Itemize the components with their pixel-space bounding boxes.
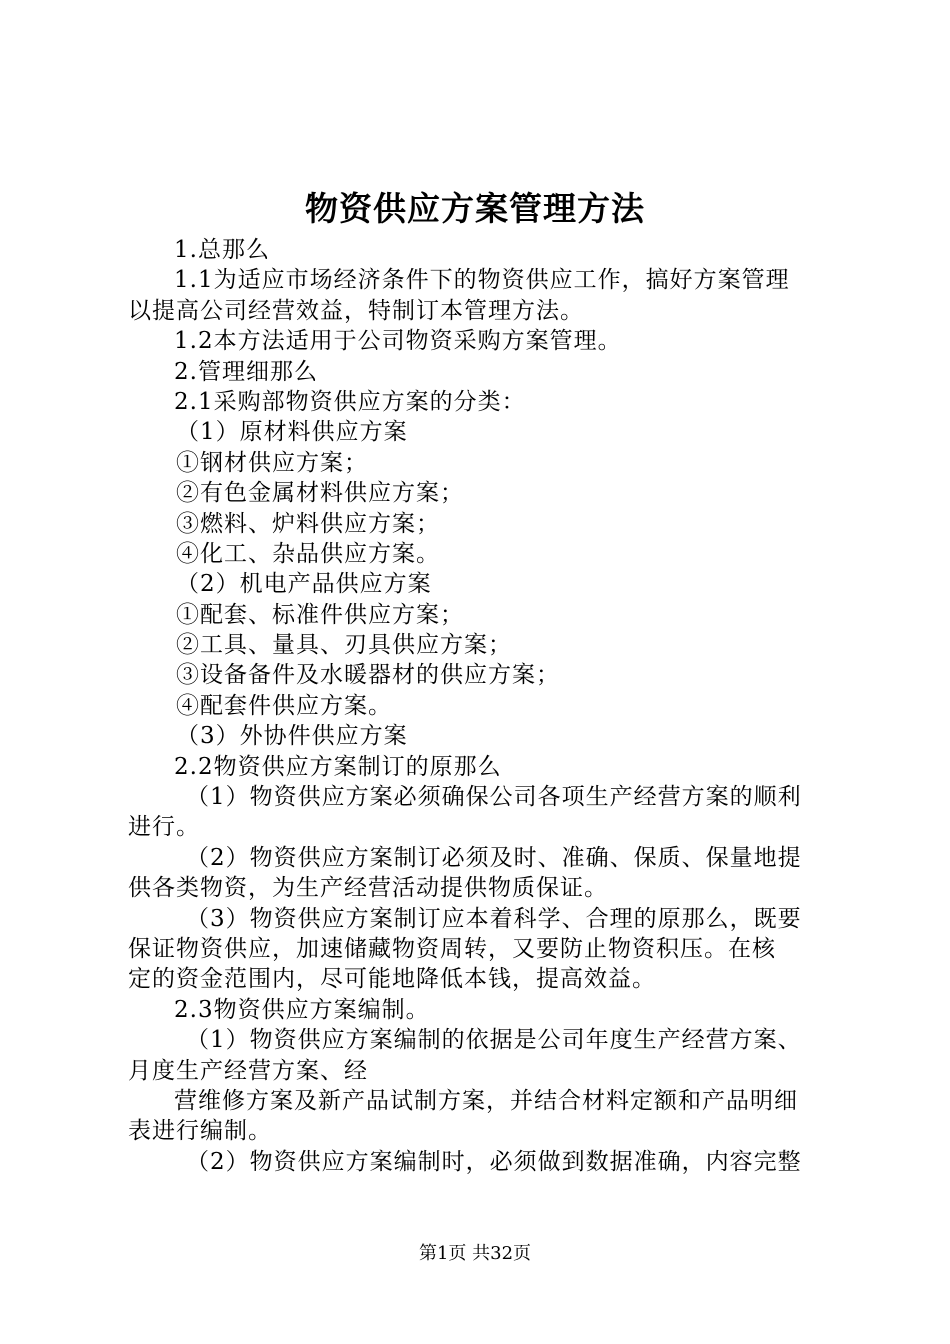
- heading-rules: 2.管理细那么: [174, 358, 318, 385]
- list-item: ③燃料、炉料供应方案；: [176, 510, 440, 537]
- paragraph-line: 供各类物资，为生产经营活动提供物质保证。: [128, 875, 608, 902]
- paragraph-line: 营维修方案及新产品试制方案，并结合材料定额和产品明细: [174, 1087, 798, 1114]
- paragraph-line: （1）物资供应方案必须确保公司各项生产经营方案的顺利: [186, 784, 802, 811]
- page-footer: 第1页 共32页: [418, 1243, 532, 1264]
- paragraph-line: （3）物资供应方案制订应本着科学、合理的原那么，既要: [186, 905, 802, 932]
- list-item: ④配套件供应方案。: [176, 692, 392, 719]
- list-item: ①配套、标准件供应方案；: [176, 601, 464, 628]
- list-item: （3）外协件供应方案: [176, 723, 408, 750]
- heading-general: 1.总那么: [174, 237, 270, 263]
- paragraph-line: 2.1采购部物资供应方案的分类：: [174, 388, 526, 415]
- list-item: ④化工、杂品供应方案。: [176, 540, 440, 567]
- list-item: ②工具、量具、刃具供应方案；: [176, 632, 512, 659]
- paragraph-line: 以提高公司经营效益，特制订本管理方法。: [128, 297, 584, 324]
- paragraph-line: 定的资金范围内，尽可能地降低本钱，提高效益。: [128, 966, 656, 993]
- document-body: [128, 235, 834, 1177]
- list-item: ②有色金属材料供应方案；: [176, 480, 464, 507]
- paragraph-line: （1）物资供应方案编制的依据是公司年度生产经营方案、: [186, 1027, 802, 1054]
- paragraph-line: 进行。: [128, 814, 200, 841]
- paragraph-line: 保证物资供应，加速储藏物资周转，又要防止物资积压。在核: [128, 935, 776, 962]
- paragraph-line: 1.1为适应市场经济条件下的物资供应工作，搞好方案管理: [174, 267, 790, 294]
- list-item: ③设备备件及水暖器材的供应方案；: [176, 662, 560, 689]
- paragraph-line: 1.2本方法适用于公司物资采购方案管理。: [174, 328, 622, 355]
- paragraph-line: （2）物资供应方案制订必须及时、准确、保质、保量地提: [186, 844, 802, 871]
- document-title: 物资供应方案管理方法: [305, 189, 645, 228]
- list-item: （2）机电产品供应方案: [176, 571, 432, 598]
- paragraph-line: 2.3物资供应方案编制。: [174, 996, 430, 1023]
- paragraph-line: 2.2物资供应方案制订的原那么: [174, 753, 502, 780]
- paragraph-line: （2）物资供应方案编制时，必须做到数据准确，内容完整: [186, 1148, 802, 1175]
- paragraph-line: 表进行编制。: [128, 1118, 272, 1145]
- paragraph-line: 月度生产经营方案、经: [128, 1057, 368, 1084]
- list-item: ①钢材供应方案；: [176, 449, 368, 476]
- list-item: （1）原材料供应方案: [176, 419, 408, 446]
